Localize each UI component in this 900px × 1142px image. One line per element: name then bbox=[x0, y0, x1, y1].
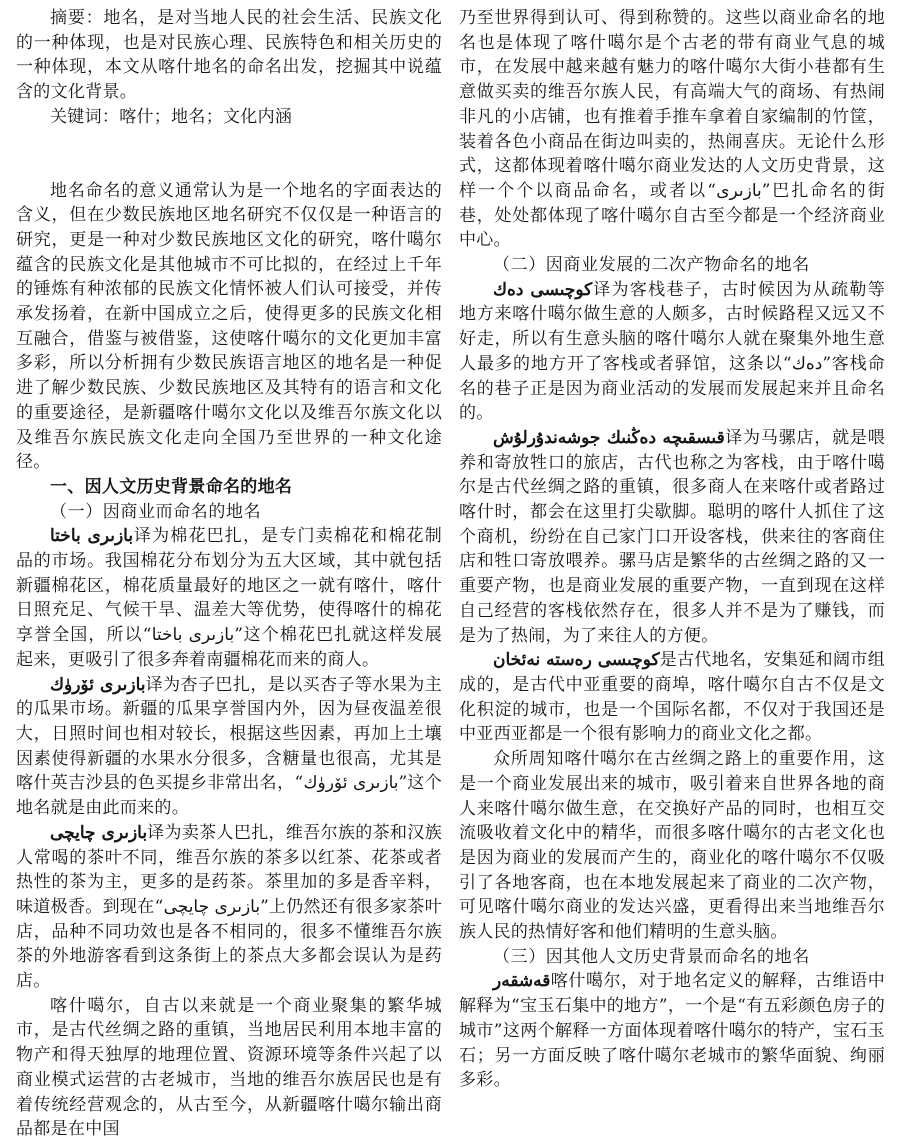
paragraph-text: 译为客栈巷子，古时候因为从疏勒等地方来喀什噶尔做生意的人颇多，古时候路程又远又不好走，所以有生意头脑的喀什噶尔人就在聚集外地生意人最多的地方开了客栈或者驿馆，这条以“دەك”客栈命名的巷子正是因为商业活动的发展而发展起来并且命名的。 bbox=[459, 279, 886, 424]
uyghur-place-name: كوچىسى دەك bbox=[493, 279, 593, 300]
body-paragraph bbox=[16, 673, 442, 821]
paragraph-text: 是古代地名，安集延和阔市组成的，是古代中亚重要的商埠，喀什噶尔自古不仅是文化积淀的城市，也是一个国际名都，不仅对于我国还是中亚西亚都是一个很有影响力的商业文化之都。 bbox=[459, 650, 885, 745]
body-paragraph bbox=[16, 179, 442, 475]
body-paragraph bbox=[459, 747, 885, 945]
uyghur-place-name: بازىرى ئۆرۈك bbox=[50, 674, 146, 695]
body-paragraph bbox=[459, 969, 885, 1093]
paragraph-text: 喀什噶尔，对于地名定义的解释，古维语中解释为“宝玉石集中的地方”，一个是“有五彩颜色房子的城市”这两个解释一方面体现着喀什噶尔的特产，宝石玉石；另一方面反映了喀什噶尔老城市的繁华面貌、绚丽多彩。 bbox=[459, 971, 885, 1091]
left-column bbox=[16, 6, 442, 1142]
body-paragraph bbox=[16, 6, 442, 105]
paragraph-text: 译为杏子巴扎，是以买杏子等水果为主的瓜果市场。新疆的瓜果享誉国内外，因为昼夜温差很大，日照时间也相对较长，根据这些因素，再加上土壤因素使得新疆的水果水分很多，含糖量也很高，尤其是喀什英吉沙县的色买提乡非常出名，“بازىرى ئۆرۈك”这个地名就是由此而来的。 bbox=[16, 674, 443, 819]
section-heading bbox=[16, 475, 442, 500]
uyghur-place-name: بازىرى چايچى bbox=[50, 822, 148, 843]
paragraph-text: 众所周知喀什噶尔在古丝绸之路上的重要作用，这是一个商业发展出来的城市，吸引着来自世界各地的商人来喀什噶尔做生意，在交换好产品的同时，也相互交流吸收着文化中的精华，而很多喀什噶尔的古老文化也是因为商业的发展而产生的，商业化的喀什噶尔不仅吸引了各地客商，也在本地发展起来了商业的二次产物，可见喀什噶尔商业的发达兴盛，更看得出来当地维吾尔族人民的热情好客和他们精明的生意头脑。 bbox=[459, 749, 885, 943]
subsection-heading bbox=[459, 253, 885, 278]
body-paragraph bbox=[459, 426, 885, 648]
uyghur-place-name: بازىرى باختا bbox=[50, 526, 134, 547]
body-paragraph bbox=[459, 278, 885, 426]
right-column bbox=[459, 6, 885, 1093]
subsection-heading bbox=[16, 500, 442, 525]
uyghur-place-name: كوچىسى رەستە نەئخان bbox=[493, 650, 660, 671]
paragraph-text: 关键词：喀什；地名；文化内涵 bbox=[50, 106, 293, 127]
body-paragraph bbox=[16, 524, 442, 672]
body-paragraph bbox=[16, 105, 442, 130]
paragraph-text: 译为卖茶人巴扎，维吾尔族的茶和汉族人常喝的茶叶不同，维吾尔族的茶多以红茶、花茶或者热性的茶为主，更多的是药茶。茶里加的多是香辛料，味道极香。到现在“بازىرى چايچى”上仍然还有很多家茶叶店，品种不同功效也是各不相同的，很多不懂维吾尔族茶的外地游客看到这条街上的茶点大多都会误认为是药店。 bbox=[16, 822, 442, 992]
body-paragraph bbox=[459, 648, 885, 747]
paragraph-text: 译为马骡店，就是喂养和寄放牲口的旅店，古代也称之为客栈，由于喀什噶尔是古代丝绸之路的重镇，很多商人在来喀什或者路过喀什时，都会在这里打尖歇脚。聪明的喀什人抓住了这个商机，纷纷在自己家门口开设客栈，供来往的客商住店和牲口寄放喂养。骡马店是繁华的古丝绸之路的又一重要产物，也是商业发展的重要产物，一直到现在这样自己经营的客栈依然存在，很多人并不是为了赚钱，而是为了热闹，为了来往人的方便。 bbox=[459, 427, 886, 646]
body-paragraph bbox=[16, 994, 442, 1142]
subsection-heading bbox=[459, 945, 885, 970]
uyghur-place-name: قەشقەر bbox=[493, 971, 551, 992]
paragraph-text: 喀什噶尔，自古以来就是一个商业聚集的繁华城市，是古代丝绸之路的重镇，当地居民利用本地丰富的物产和得天独厚的地理位置、资源环境等条件兴起了以商业模式运营的古老城市，当地的维吾尔族居民也是有着传统经营观念的，从古至今，从新疆喀什噶尔输出商品都是在中国 bbox=[16, 995, 442, 1140]
paragraph-text: 摘要：地名，是对当地人民的社会生活、民族文化的一种体现，也是对民族心理、民族特色和相关历史的一种体现，本文从喀什地名的命名出发，挖掘其中说蕴含的文化背景。 bbox=[16, 8, 442, 103]
uyghur-place-name: قىسقىچە دەڭنىك جوشەندۇرلۇش bbox=[493, 427, 725, 448]
paragraph-text: 地名命名的意义通常认为是一个地名的字面表达的含义，但在少数民族地区地名研究不仅仅是一种语言的研究，更是一种对少数民族地区文化的研究，喀什噶尔蕴含的民族文化是其他城市不可比拟的，在经过上千年的锤炼有种浓郁的民族文化情怀被人们认可接受，并传承发扬着，在新中国成立之后，使得更多的民族文化相互融合，借鉴与被借鉴，这使喀什噶尔的文化更加丰富多彩，所以分析拥有少数民族语言地区的地名是一种促进了解少数民族、少数民族地区及其特有的语言和文化的重要途径，是新疆喀什噶尔文化以及维吾尔族文化以及维吾尔族民族文化走向全国乃至世界的一种文化途径。 bbox=[16, 180, 442, 473]
paragraph-text: （一）因商业而命名的地名 bbox=[50, 501, 262, 522]
paragraph-gap bbox=[16, 130, 442, 179]
paragraph-text: 乃至世界得到认可、得到称赞的。这些以商业命名的地名也是体现了喀什噶尔是个古老的带有商业气息的城市，在发展中越来越有魅力的喀什噶尔大街小巷都有生意做买卖的维吾尔族人民，有高端大气的商场、有热闹非凡的小店铺，也有推着手推车拿着自家编制的竹筐，装着各色小商品在街边叫卖的，热闹喜庆。无论什么形式，这都体现着喀什噶尔商业发达的人文历史背景，这样一个个以商品命名，或者以“بازىرى”巴扎命名的街巷，处处都体现了喀什噶尔自古至今都是一个经济商业中心。 bbox=[459, 8, 885, 251]
body-paragraph bbox=[16, 821, 442, 994]
paragraph-text: 一、因人文历史背景命名的地名 bbox=[50, 476, 293, 497]
paragraph-text: （三）因其他人文历史背景而命名的地名 bbox=[493, 946, 810, 967]
paragraph-text: 译为棉花巴扎，是专门卖棉花和棉花制品的市场。我国棉花分布划分为五大区域，其中就包括新疆棉花区，棉花质量最好的地区之一就有喀什，喀什日照充足、气候干旱、温差大等优势，使得喀什的棉花享誉全国，所以“بازىرى باختا”这个棉花巴扎就这样发展起来，更吸引了很多奔着南疆棉花而来的商人。 bbox=[16, 526, 442, 670]
body-paragraph bbox=[459, 6, 885, 253]
paragraph-text: （二）因商业发展的二次产物命名的地名 bbox=[493, 255, 810, 276]
